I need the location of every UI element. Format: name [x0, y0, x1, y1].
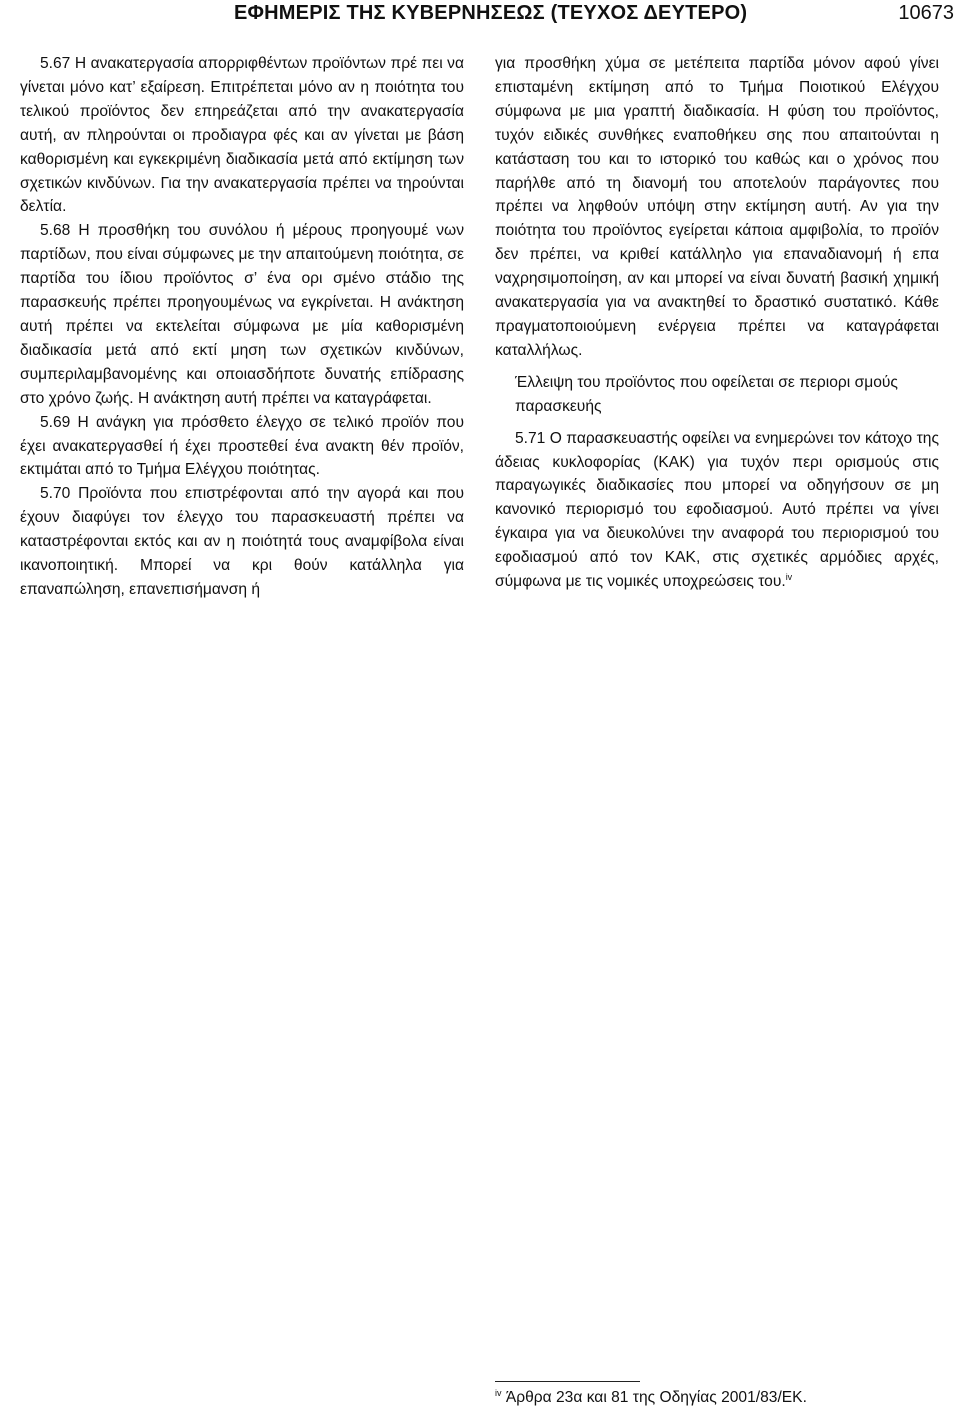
- paragraph-5-70: 5.70 Προϊόντα που επιστρέφονται από την αγορά και που έχουν διαφύγει τον έλεγχο του παρασκευαστή πρέπει να καταστρέφονται εκτός και αν η ποιότητά τους αναμφίβολα είναι ικανοποιητική. Μπορεί να κρι θούν κατάλληλα για επαναπώληση, επανεπισήμανση ή: [20, 485, 464, 598]
- paragraph-5-69: 5.69 Η ανάγκη για πρόσθετο έλεγχο σε τελικό προϊόν που έχει ανακατεργασθεί ή έχει προστεθεί ένα ανακτη θέν προϊόν, εκτιμάται από το Τμήμα Ελέγχου ποιότητας.: [20, 413, 464, 479]
- footnote-reference[interactable]: iv: [785, 571, 793, 582]
- paragraph-5-70-continued: για προσθήκη χύμα σε μετέπειτα παρτίδα μόνον αφού γίνει επισταμένη εκτίμηση από το Τμήμα Ποιοτικού Ελέγχου σύμφωνα με μια γραπτή διαδικασία. Η φύση του προϊόντος, τυχόν ειδικές συνθήκες εναποθήκευ σης που απαιτούνται η κατάσταση του και το ιστορικό του καθώς και ο χρόνος που παρήλθε από τη διανομή του αποτελούν παράγοντες που πρέπει να ληφθούν υπόψη στην εκτίμηση αυτή. Αν για την ποιότητα του προϊόντος εγείρεται κάποια αμφιβολία, το προϊόν δεν πρέπει, να κριθεί κατάλληλο για επαναδιανομή ή επα ναχρησιμοποίηση, αν και μπορεί να είναι δυνατή βασική χημική ανακατεργασία για να ανακτηθεί το δραστικό συστατικό. Κάθε πραγματοποιούμενη ενέργεια πρέπει να καταγράφεται καταλλήλως.: [495, 55, 939, 359]
- paragraph-5-68: 5.68 Η προσθήκη του συνόλου ή μέρους προηγουμέ νων παρτίδων, που είναι σύμφωνες με την απαιτούμενη ποιότητα, σε παρτίδα του ίδιου προϊόντος σ’ ένα ορι σμένο στάδιο της παρασκευής πρέπει προηγουμένως να εγκρίνεται. Η ανάκτηση αυτή πρέπει να εκτελείται σύμφωνα με μία καθορισμένη διαδικασία μετά από εκτί μηση των σχετικών κινδύνων, συμπεριλαμβανομένης και οποιασδήποτε δυνατής επίδρασης στο χρόνο ζωής. Η ανάκτηση αυτή πρέπει να καταγράφεται.: [20, 222, 464, 407]
- page-header: [0, 0, 960, 32]
- paragraph-5-71: [495, 427, 939, 594]
- footnote-area: [495, 1381, 939, 1408]
- paragraph-5-67: 5.67 Η ανακατεργασία απορριφθέντων προϊόντων πρέ πει να γίνεται μόνο κατ’ εξαίρεση. Επιτρέπεται μόνο αν η ποιότητα του τελικού προϊόντος δεν επηρεάζεται από την ανακατεργασία αυτή, αν πληρούνται οι προδιαγρα φές και αν γίνεται με βάση καθορισμένη και εγκεκριμένη διαδικασία μετά από εκτίμηση των σχετικών κινδύνων. Για την ανακατεργασία πρέπει να τηρούνται δελτία.: [20, 55, 464, 216]
- footnote-divider: [495, 1381, 640, 1382]
- footnote: [495, 1388, 939, 1408]
- right-column: [495, 52, 939, 594]
- footnote-marker: iv: [495, 1387, 502, 1398]
- gazette-title: ΕΦΗΜΕΡΙΣ ΤΗΣ ΚΥΒΕΡΝΗΣΕΩΣ (ΤΕΥΧΟΣ ΔΕΥΤΕΡΟ): [234, 2, 748, 24]
- section-heading: Έλλειψη του προϊόντος που οφείλεται σε περιορι σμούς παρασκευής: [515, 373, 898, 415]
- footnote-text: Άρθρα 23α και 81 της Οδηγίας 2001/83/ΕΚ.: [501, 1389, 807, 1406]
- left-column: [20, 52, 464, 602]
- page-number: 10673: [898, 2, 954, 24]
- paragraph-5-71-text: 5.71 Ο παρασκευαστής οφείλει να ενημερώνει τον κάτοχο της άδειας κυκλοφορίας (ΚΑΚ) για τυχόν περι ορισμούς στις παραγωγικές διαδικασίες που μπορεί να οδηγήσουν σε μη κανονικό περιορισμό του εφοδιασμού. Αυτό πρέπει να γίνει έγκαιρα για να διευκολύνει την αναφορά του περιορισμού του εφοδιασμού από τον ΚΑΚ, στις σχετικές αρμόδιες αρχές, σύμφωνα με τις νομικές υποχρεώσεις του.: [495, 429, 939, 591]
